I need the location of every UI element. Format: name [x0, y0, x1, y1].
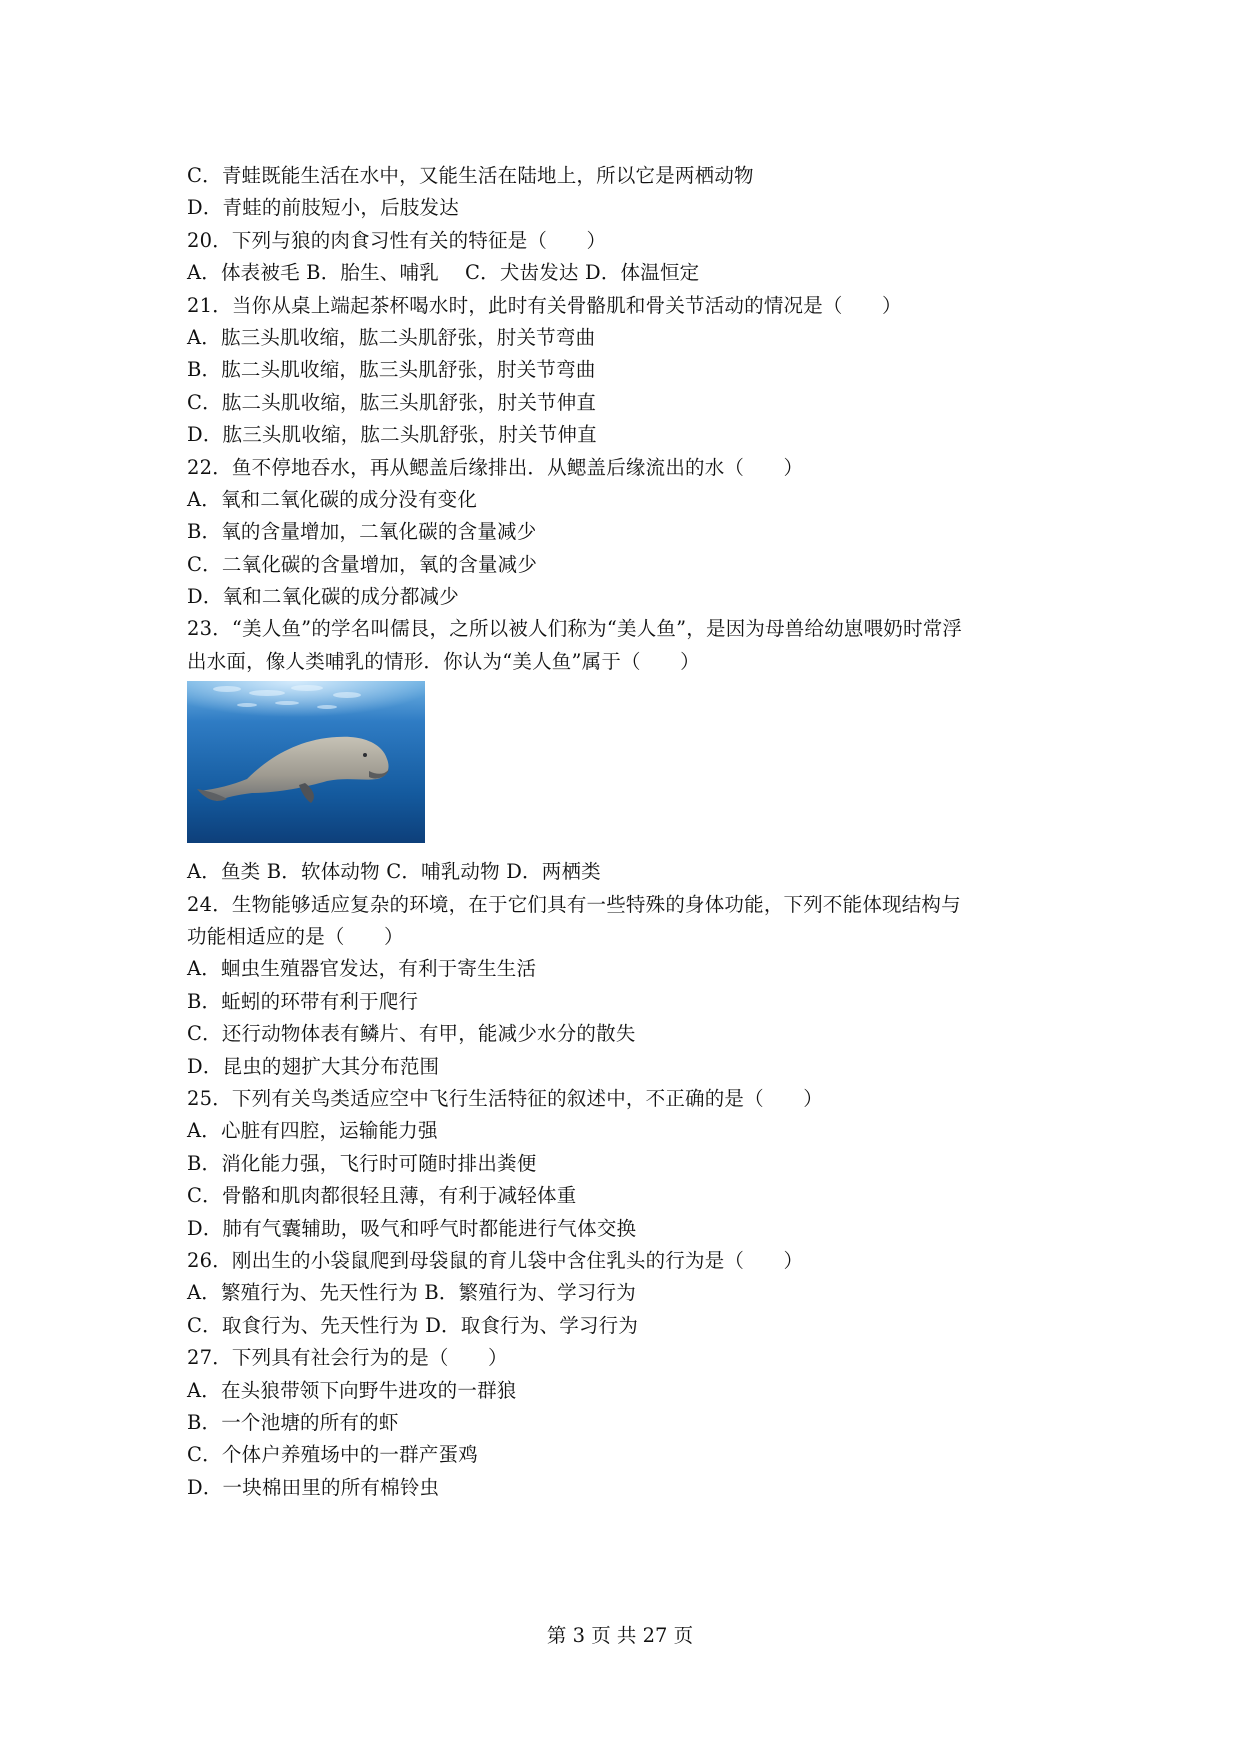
q21-option-d: D．肱三头肌收缩，肱二头肌舒张，肘关节伸直 [187, 423, 597, 447]
dugong-illustration [187, 681, 425, 843]
q23-options: A．鱼类 B．软体动物 C．哺乳动物 D．两栖类 [187, 860, 601, 884]
q25-option-c: C．骨骼和肌肉都很轻且薄，有利于减轻体重 [187, 1184, 577, 1208]
q27-option-d: D．一块棉田里的所有棉铃虫 [187, 1475, 440, 1499]
q22-option-c: C．二氧化碳的含量增加，氧的含量减少 [187, 552, 538, 576]
q27-stem: 27．下列具有社会行为的是（ ） [187, 1346, 508, 1370]
q25-option-d: D．肺有气囊辅助，吸气和呼气时都能进行气体交换 [187, 1216, 637, 1240]
q25-option-a: A．心脏有四腔，运输能力强 [187, 1119, 438, 1143]
q20-options: A．体表被毛 B．胎生、哺乳 C．犬齿发达 D．体温恒定 [187, 261, 700, 285]
page-number-footer: 第 3 页 共 27 页 [546, 1624, 694, 1647]
q21-option-a: A．肱三头肌收缩，肱二头肌舒张，肘关节弯曲 [187, 325, 596, 349]
q19-option-d: D．青蛙的前肢短小，后肢发达 [187, 196, 459, 220]
q26-options-ab: A．繁殖行为、先天性行为 B．繁殖行为、学习行为 [187, 1281, 636, 1305]
q27-option-c: C．个体户养殖场中的一群产蛋鸡 [187, 1443, 478, 1467]
dugong-image [187, 681, 425, 843]
q20-stem: 20．下列与狼的肉食习性有关的特征是（ ） [187, 228, 607, 252]
q24-stem-line2: 功能相适应的是（ ） [187, 925, 404, 949]
q27-option-a: A．在头狼带领下向野牛进攻的一群狼 [187, 1378, 517, 1402]
q26-stem: 26．刚出生的小袋鼠爬到母袋鼠的育儿袋中含住乳头的行为是（ ） [187, 1248, 804, 1272]
q19-option-c: C．青蛙既能生活在水中，又能生活在陆地上，所以它是两栖动物 [187, 164, 754, 187]
q24-option-d: D．昆虫的翅扩大其分布范围 [187, 1054, 440, 1078]
q27-option-b: B．一个池塘的所有的虾 [187, 1410, 399, 1434]
q22-option-d: D．氧和二氧化碳的成分都减少 [187, 585, 459, 609]
q21-option-c: C．肱二头肌收缩，肱三头肌舒张，肘关节伸直 [187, 390, 597, 414]
q26-options-cd: C．取食行为、先天性行为 D．取食行为、学习行为 [187, 1313, 639, 1337]
q25-option-b: B．消化能力强，飞行时可随时排出粪便 [187, 1151, 537, 1175]
q24-option-c: C．还行动物体表有鳞片、有甲，能减少水分的散失 [187, 1022, 636, 1046]
q23-stem-line1: 23．“美人鱼”的学名叫儒艮，之所以被人们称为“美人鱼”，是因为母兽给幼崽喂奶时常浮 [187, 617, 963, 641]
q25-stem: 25．下列有关鸟类适应空中飞行生活特征的叙述中，不正确的是（ ） [187, 1086, 823, 1110]
q22-option-a: A．氧和二氧化碳的成分没有变化 [187, 487, 478, 511]
q22-option-b: B．氧的含量增加，二氧化碳的含量减少 [187, 520, 537, 544]
q21-stem: 21．当你从桌上端起茶杯喝水时，此时有关骨骼肌和骨关节活动的情况是（ ） [187, 293, 902, 317]
q24-option-b: B．蚯蚓的环带有利于爬行 [187, 989, 419, 1013]
q23-stem-line2: 出水面，像人类哺乳的情形．你认为“美人鱼”属于（ ） [187, 649, 700, 673]
q21-option-b: B．肱二头肌收缩，肱三头肌舒张，肘关节弯曲 [187, 358, 596, 382]
document-page [187, 160, 1067, 1504]
q22-stem: 22．鱼不停地吞水，再从鳃盖后缘排出．从鳃盖后缘流出的水（ ） [187, 455, 804, 479]
q24-option-a: A．蛔虫生殖器官发达，有利于寄生生活 [187, 957, 537, 981]
q24-stem-line1: 24．生物能够适应复杂的环境，在于它们具有一些特殊的身体功能，下列不能体现结构与 [187, 892, 961, 916]
